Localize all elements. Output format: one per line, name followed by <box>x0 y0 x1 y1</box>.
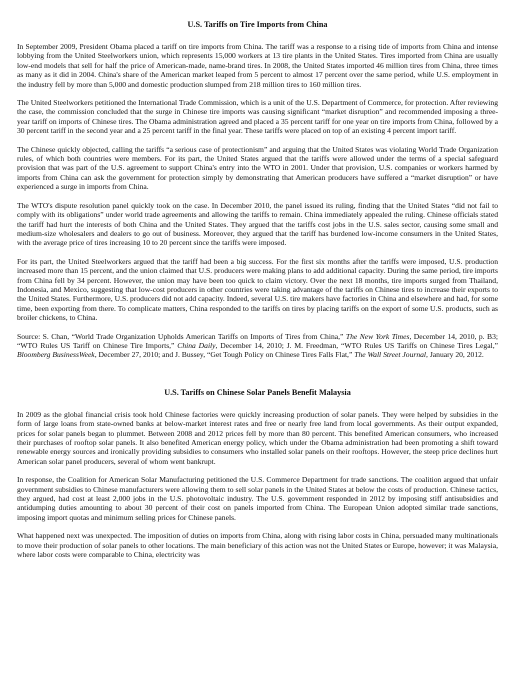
source-detail: , December 14, 2010, p. B3; “WTO Rules US Tariff on Chinese Tire Imports,” <box>17 331 498 350</box>
paragraph: The WTO's dispute resolution panel quickly took on the case. In December 2010, the panel issued its ruling, finding that the United States “did not fail to comply with its obligations” under world trade agreements and allowing the tariffs to remain. China immediately appealed the ruling. Chinese officials stated the tariff had hurt the interests of both China and the United States. They argued that the tariffs cost jobs in the U.S. sales sector, causing some small and medium-size wholesalers and dealers to go out of business. Moreover, they argued that the tariff has burdened low-income consumers in the United States, with the average price of tires increasing 10 to 20 percent since the tariffs were imposed. <box>17 200 498 248</box>
source-suffix: , January 20, 2012. <box>426 350 484 360</box>
article-title-tire-tariffs: U.S. Tariffs on Tire Imports from China <box>187 20 328 29</box>
source-publication: Bloomberg BusinessWeek <box>17 350 95 360</box>
paragraph: In response, the Coalition for American Solar Manufacturing petitioned the U.S. Commerce Department for trade sanctions. The coalition argued that unfair government subsidies to Chinese manufacturers were allowing them to sell solar panels in the United States at below the costs of production. Chinese tactics, they argued, had cost at least 2,000 jobs in the U.S. photovoltaic industry. The U.S. government responded in 2012 by imposing stiff antisubsidies and antidumping duties amounting to about 30 percent of their cost on panels imported from China. The European Union adopted similar trade sanctions, imposing import quotas and minimum selling prices for Chinese panels. <box>17 475 498 522</box>
source-prefix: Source: S. Chan, “World Trade Organization Upholds American Tariffs on Imports of Tires from China,” <box>17 331 344 341</box>
source-publication: The New York Times <box>345 331 410 341</box>
source-publication: The Wall Street Journal <box>354 350 427 360</box>
paragraph: The Chinese quickly objected, calling the tariffs “a serious case of protectionism” and arguing that the United States was violating World Trade Organization rules, of which both countries were members. For its part, the United States argued that the tariffs were allowed under the terms of a special safeguard provision that was part of the U.S. agreement to support China's entry into the WTO in 2001. Under that provision, U.S. companies or workers harmed by imports from China can ask the government for protection simply by demonstrating that American producers have suffered a “market disruption” or have experienced a surge in imports from China. <box>17 144 498 192</box>
article-title-solar-panels: U.S. Tariffs on Chinese Solar Panels Benefit Malaysia <box>164 387 351 397</box>
source-detail: , December 27, 2010; and J. Bussey, “Get Tough Policy on Chinese Tires Falls Flat,” <box>94 350 353 360</box>
paragraph: For its part, the United Steelworkers argued that the tariff had been a big success. For the first six months after the tariffs were imposed, U.S. production increased more than 15 percent, and the union claimed that U.S. producers were making plans to add additional capacity. During the same period, tire imports from China fell by 34 percent. However, the union may have been too quick to claim victory. Over the next 18 months, tire imports surged from Thailand, Indonesia, and Mexico, suggesting that low-cost producers in other countries were taking advantage of the tariffs on Chinese tires to increase their exports to the United States. Furthermore, U.S. producers did not add capacity. Indeed, several U.S. tire makers have factories in China and elsewhere and had, for some time, been exporting from there. To complicate matters, China responded to the tariffs on tires by placing tariffs on the export of some U.S. products, such as broiler chickens, to China. <box>17 256 498 323</box>
paragraph: In September 2009, President Obama placed a tariff on tire imports from China. The tariff was a response to a rising tide of imports from China and intense lobbying from the United Steelworkers union, which represents 15,000 workers at 13 tire plants in the United States. Tires imported from China are usually low-end models that sell for half the price of American-made, name-brand tires. In 2008, the United States imported 46 million tires from China, three times as many as it did in 2004. China's share of the American market leaped from 5 percent to almost 17 percent over the same period, while U.S. employment in the industry fell by more than 5,000 and domestic production slumped from 218 million tires to 160 million tires. <box>17 42 498 89</box>
source-citation <box>17 332 498 360</box>
source-detail: , December 14, 2010; J. M. Freedman, “WTO Rules US Tariffs on Chinese Tires Legal,” <box>215 340 498 350</box>
paragraph: The United Steelworkers petitioned the International Trade Commission, which is a unit of the U.S. Department of Commerce, for protection. After reviewing the case, the commission concluded that the surge in Chinese tire imports was causing significant “market disruption” and recommended imposing a three-year tariff on imports of Chinese tires. The Obama administration agreed and placed a 35 percent tariff for one year on tire imports from China, followed by a 30 percent tariff in the second year and a 25 percent tariff in the final year. These tariffs were placed on top of an existing 4 percent import tariff. <box>17 98 498 136</box>
paragraph: What happened next was unexpected. The imposition of duties on imports from China, along with rising labor costs in China, persuaded many multinationals to move their production of solar panels to other locations. The main beneficiary of this action was not the United States or Europe, however; it was Malaysia, where labor costs were comparable to China, electricity was <box>17 531 498 560</box>
paragraph: In 2009 as the global financial crisis took hold Chinese factories were quickly increasing production of solar panels. They were helped by subsidies in the form of large loans from state-owned banks at below-market interest rates and free or nearly free land from local governments. As their output expanded, prices for solar panels began to plummet. Between 2008 and 2012 prices fell by more than 80 percent. This benefited American consumers, who increased their purchases of rooftop solar panels. It also benefited American energy policy, which under the Obama administration had been promoting a shift toward renewable energy sources and ironically providing subsidies to consumers who installed solar panels on their rooftops. However, the steep price declines hurt American solar panel producers, several of whom went bankrupt. <box>17 409 498 466</box>
source-publication: China Daily <box>177 340 216 350</box>
